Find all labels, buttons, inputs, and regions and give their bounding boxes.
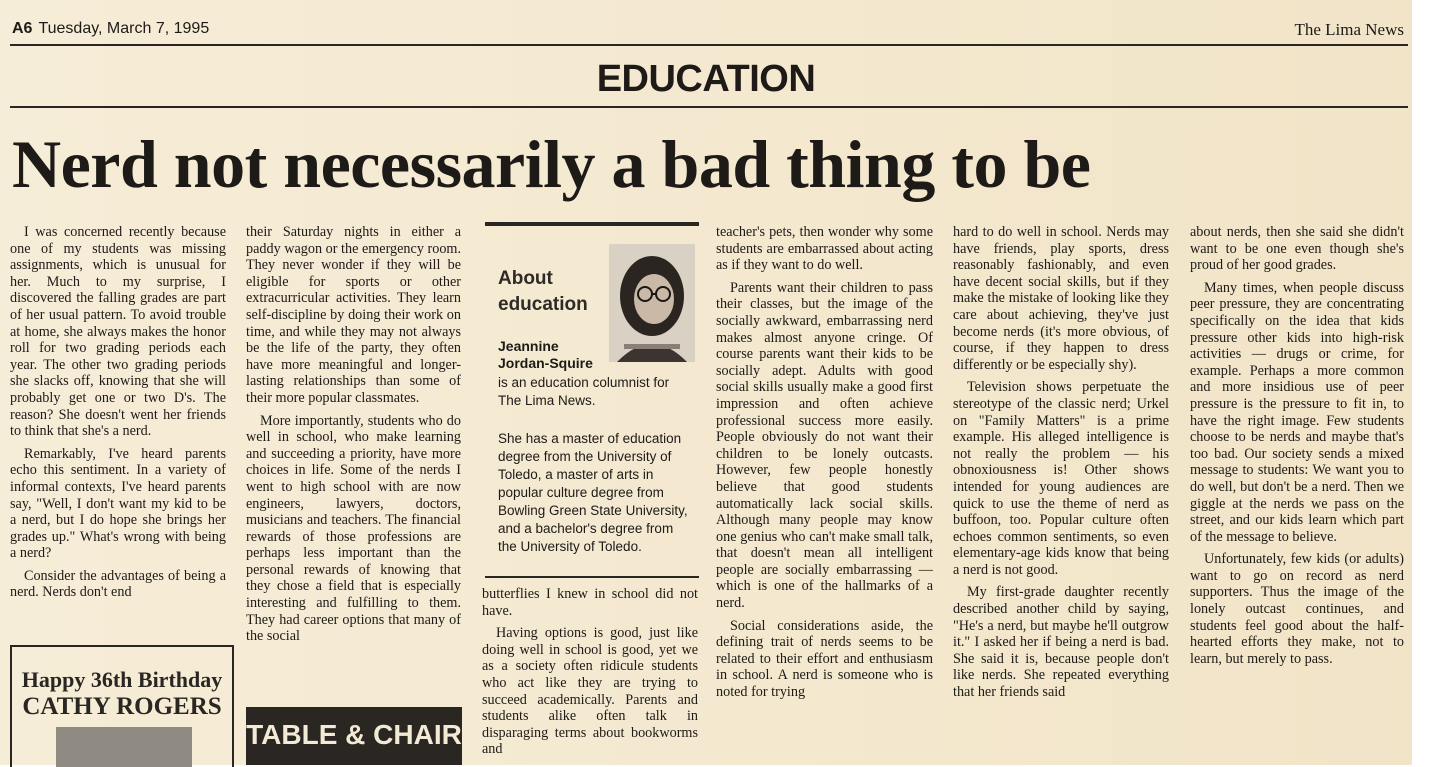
table-chair-ad — [246, 707, 462, 765]
article-column-1 — [10, 224, 226, 644]
paragraph: More importantly, students who do well in school, who make learning and succeeding a priority, have more choices in life. Some of the nerds I went to high school with are now engineers, lawyers, doctors, musicians and teachers. The financial rewards of those professions are perhaps less important than the personal rewards of knowing that they chose a field that is especially interesting and fulfilling to them. They had career options that many of the social — [246, 412, 461, 645]
columnist-bio: She has a master of education degree from the University of Toledo, a master of arts in popular culture degree from Bowling Green State University, and a bachelor's degree from the University of Toledo. — [498, 431, 688, 554]
paragraph: Social considerations aside, the defining trait of nerds seems to be related to their effort and enthusiasm in school. A nerd is someone who is noted for trying — [716, 617, 933, 701]
paragraph: Parents want their children to pass their classes, but the image of the socially awkward, embarrassing nerd makes almost anyone cringe. Of course parents want their kids to be socially adept. Adults with good social skills usually make a good first impression and often achieve professional success more easily. People obviously do not want their children to be lonely outcasts. However, few people honestly believe that good students automatically lack social skills. Although many people may know one genius who can't make small talk, that doesn't mean all intelligent people are socially embarrassing — which is one of the hallmarks of a nerd. — [716, 279, 933, 612]
paragraph: teacher's pets, then wonder why some students are embarrassed about acting as if they want to do well. — [716, 224, 933, 274]
birthday-ad-photo — [56, 727, 192, 767]
paragraph: Having options is good, just like doing well in school is good, yet we as a society often ridicule students who act like they are trying to succeed academically. Parents and students alike often talk in disparaging terms about bookworms and — [482, 625, 698, 756]
birthday-ad-line2: CATHY ROGERS — [22, 693, 222, 720]
headline: Nerd not necessarily a bad thing to be — [12, 126, 1091, 202]
columnist-last-name: Jordan-Squire — [498, 355, 593, 371]
article-column-3 — [482, 586, 698, 756]
sidebar-title-line1: About — [498, 268, 553, 289]
paragraph: Remarkably, I've heard parents echo this sentiment. In a variety of informal contexts, I've heard parents say, "Well, I don't want my kid to be a nerd, but I do hope she brings her grades up." What's wrong with being a nerd? — [10, 445, 226, 562]
article-column-4 — [716, 224, 933, 760]
paragraph: Consider the advantages of being a nerd. Nerds don't end — [10, 567, 226, 601]
paragraph: Unfortunately, few kids (or adults) want to go on record as nerd supporters. Thus the image of the lonely outcast continues, and students feel good about the half-hearted efforts they make, not to learn, but merely to pass. — [1190, 551, 1404, 667]
birthday-ad-line1: Happy 36th Birthday — [21, 667, 223, 692]
sidebar-title-line2: education — [498, 294, 588, 315]
columnist-photo — [609, 244, 695, 362]
about-education-sidebar — [485, 222, 699, 578]
newspaper-name: The Lima News — [1294, 20, 1404, 39]
birthday-ad — [10, 645, 234, 767]
portrait-image — [609, 244, 695, 362]
article-column-5 — [953, 224, 1169, 760]
issue-date: Tuesday, March 7, 1995 — [38, 20, 210, 37]
header-rule — [10, 44, 1408, 46]
section-rule — [10, 106, 1408, 108]
paragraph: hard to do well in school. Nerds may have friends, play sports, dress reasonably fashionably, and even have decent social skills, but if they make the mistake of looking like they care about achieving, they've just become nerds (it's more obvious, of course, if they happen to dress differently or be especially shy). — [953, 224, 1169, 373]
page-number: A6 — [12, 20, 33, 37]
paragraph: Television shows perpetuate the stereotype of the classic nerd; Urkel on "Family Matters" is a prime example. His alleged intelligence is not really the problem — his obnoxiousness is! Other shows intended for young audiences are quick to use the theme of nerd as buffoon, too. Popular culture often echoes common sentiments, so even elementary-age kids know that being a nerd is not good. — [953, 379, 1169, 578]
article-column-2 — [246, 224, 461, 694]
section-title: EDUCATION — [596, 58, 816, 100]
scan-margin — [1412, 0, 1433, 765]
article-column-6 — [1190, 224, 1404, 760]
page-header-left — [12, 20, 209, 42]
columnist-role: is an education columnist for The Lima News. — [498, 375, 670, 408]
paragraph: about nerds, then she said she didn't want to be one even though she's proud of her good grades. — [1190, 224, 1404, 274]
paragraph: My first-grade daughter recently described another child by saying, "He's a nerd, but maybe he'll outgrow it." I asked her if being a nerd is bad. She said it is, because people don't like nerds. She repeated everything that her friends said — [953, 584, 1169, 701]
paragraph: butterflies I knew in school did not have. — [482, 586, 698, 619]
columnist-name — [498, 338, 593, 372]
paragraph: Many times, when people discuss peer pressure, they are concentrating specifically on the idea that kids pressure other kids into high-risk activities — drugs or crime, for example. Perhaps a more common and more insidious use of peer pressure is the pressure to fit in, to have the right image. Few students choose to be nerds and maybe that's too bad. Our society sends a mixed message to students: We want you to do well, but don't be a nerd. Then we giggle at the nerds we pass on the street, and our kids learn which part of the message to believe. — [1190, 279, 1404, 545]
paragraph: their Saturday nights in either a paddy wagon or the emergency room. They never wonder if they will be eligible for sports or other extracurricular activities. They learn self-discipline by doing their work on time, and while they may not always be the life of the party, they often have more meaningful and longer-lasting relationships than some of their more popular classmates. — [246, 224, 461, 406]
columnist-first-name: Jeannine — [498, 338, 559, 354]
table-chair-ad-title: TABLE & CHAIR — [246, 719, 462, 750]
sidebar-title — [498, 266, 588, 318]
paragraph: I was concerned recently because one of my students was missing assignments, which is unusual for her. Much to my surprise, I discovered the falling grades are part of her usual pattern. To avoid trouble at home, she always makes the honor roll for two grading periods each year. The other two grading periods she slacks off, knowing that she will probably get one or two D's. The reason? She doesn't went her friends to think that she's a nerd. — [10, 224, 226, 440]
